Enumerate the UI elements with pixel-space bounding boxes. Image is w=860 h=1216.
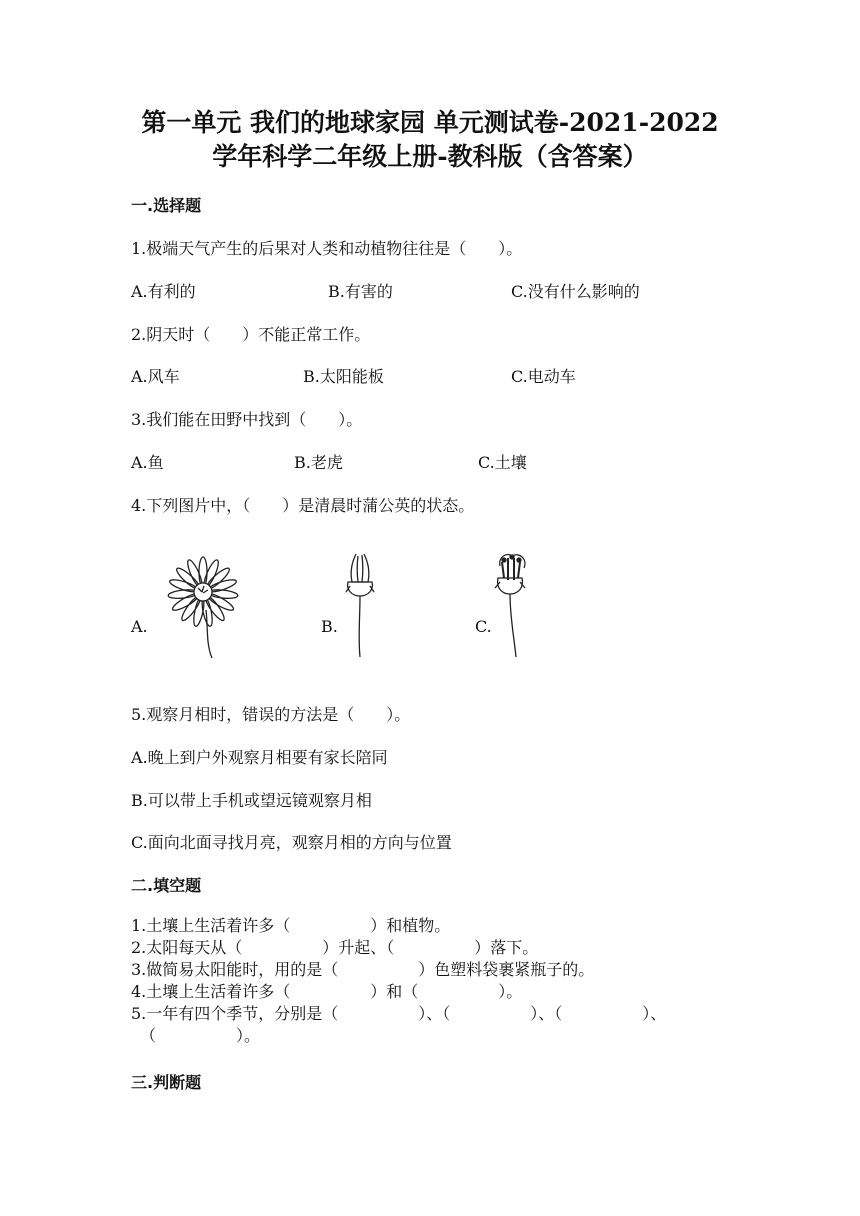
question-3-stem: 3.我们能在田野中找到（ ）。 (131, 410, 363, 429)
question-1-option-b: B.有害的 (328, 282, 393, 301)
fill-item-2: 2.太阳每天从（ ）升起、（ ）落下。 (131, 938, 539, 957)
question-2-option-a: A.风车 (131, 367, 180, 386)
question-3-option-b: B.老虎 (294, 453, 343, 472)
section-heading-choice: 一.选择题 (131, 196, 202, 215)
question-1-option-c: C.没有什么影响的 (511, 282, 640, 301)
fill-item-5-continued: （ ）。 (140, 1026, 261, 1045)
page-title-line1: 第一单元 我们的地球家园 单元测试卷-2021-2022 (141, 108, 719, 137)
question-4-option-c: C. (475, 617, 492, 636)
question-4-stem: 4.下列图片中，（ ）是清晨时蒲公英的状态。 (131, 496, 475, 515)
question-5-option-b: B.可以带上手机或望远镜观察月相 (131, 791, 372, 810)
page-title-line2: 学年科学二年级上册-教科版（含答案） (212, 142, 648, 171)
question-3-option-a: A.鱼 (131, 453, 164, 472)
half-open-bud-icon (488, 552, 538, 662)
question-5-stem: 5.观察月相时，错误的方法是（ ）。 (131, 705, 411, 724)
question-4-option-b: B. (321, 617, 338, 636)
question-2-option-c: C.电动车 (511, 367, 576, 386)
question-5-option-a: A.晚上到户外观察月相要有家长陪同 (131, 748, 388, 767)
section-heading-judge: 三.判断题 (131, 1073, 202, 1092)
question-4-option-a: A. (131, 617, 148, 636)
question-3-option-c: C.土壤 (478, 453, 527, 472)
open-dandelion-icon (148, 552, 258, 662)
question-1-option-a: A.有利的 (131, 282, 196, 301)
fill-item-5: 5.一年有四个季节，分别是（ ）、（ ）、（ ）、 (131, 1004, 667, 1023)
fill-item-3: 3.做简易太阳能时，用的是（ ）色塑料袋裹紧瓶子的。 (131, 960, 595, 979)
fill-item-1: 1.土壤上生活着许多（ ）和植物。 (131, 916, 451, 935)
question-5-option-c: C.面向北面寻找月亮，观察月相的方向与位置 (131, 833, 452, 852)
section-heading-fill: 二.填空题 (131, 876, 202, 895)
question-2-option-b: B.太阳能板 (303, 367, 384, 386)
question-1-stem: 1.极端天气产生的后果对人类和动植物往往是（ ）。 (131, 239, 523, 258)
question-2-stem: 2.阴天时（ ）不能正常工作。 (131, 325, 371, 344)
closed-bud-icon (338, 552, 388, 662)
fill-item-4: 4.土壤上生活着许多（ ）和（ ）。 (131, 982, 523, 1001)
